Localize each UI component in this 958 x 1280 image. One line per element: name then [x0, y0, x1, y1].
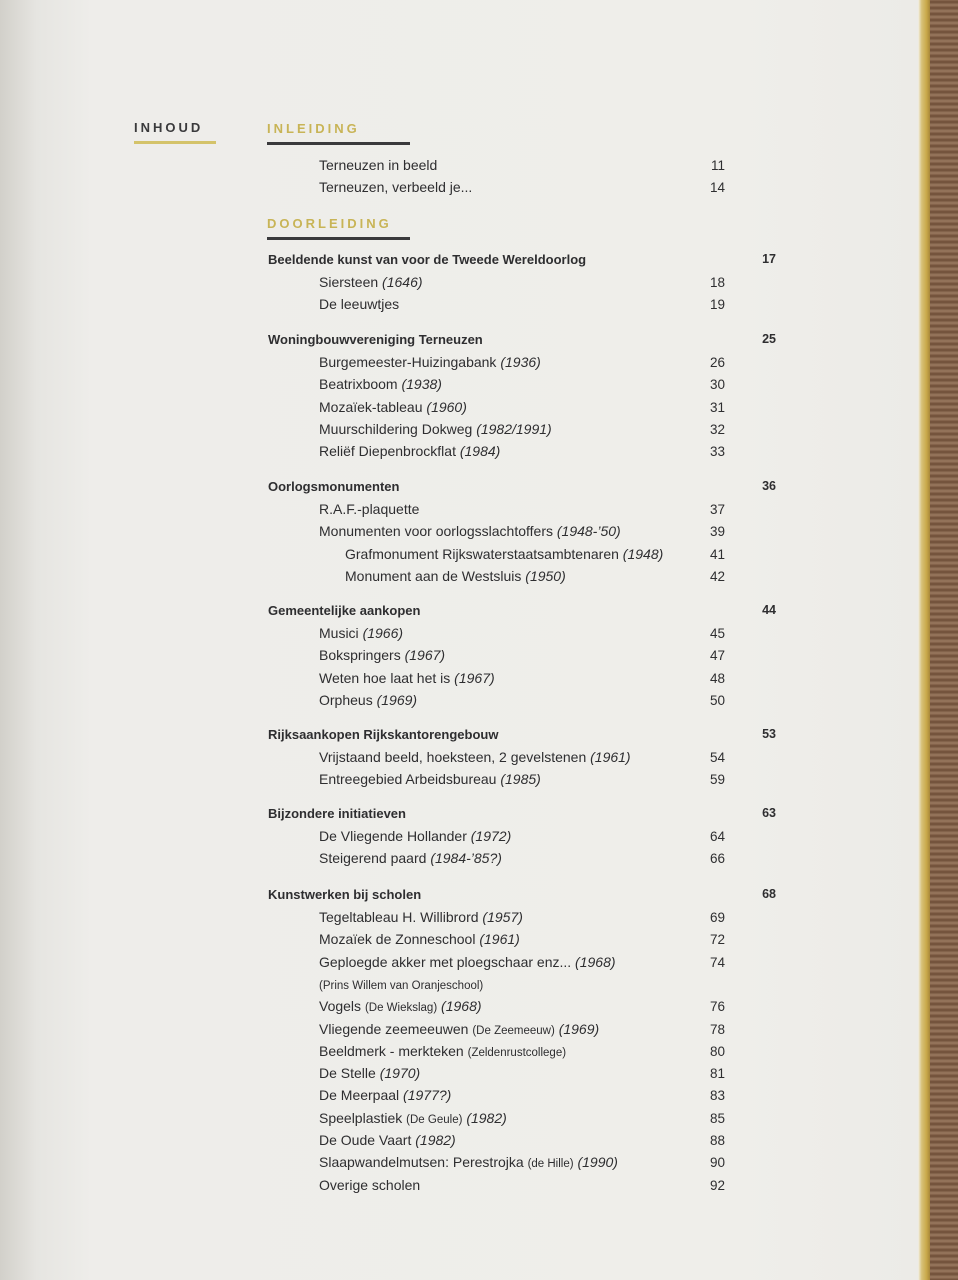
entry-year: (1968) [575, 953, 616, 970]
section-page-number: 36 [762, 479, 776, 493]
entry-page-number: 59 [709, 772, 725, 788]
entry-title: Entreegebied Arbeidsbureau [319, 771, 497, 788]
inhoud-label: INHOUD [134, 120, 204, 135]
entry-year: (1948) [622, 545, 664, 562]
entry-title: Mozaïek-tableau [319, 398, 423, 415]
entry-page-number: 42 [709, 568, 725, 584]
section-page-number: 17 [762, 252, 776, 266]
entry-page-number: 74 [709, 954, 725, 970]
toc-entry [319, 1132, 456, 1148]
doorleiding-heading [267, 216, 410, 240]
entry-title: De Meerpaal [319, 1087, 400, 1104]
entry-year: (1968) [441, 998, 482, 1015]
entry-title: Steigerend paard [319, 850, 427, 867]
section-title: Rijksaankopen Rijkskantorengebouw [268, 727, 499, 742]
entry-title: Vliegende zeemeeuwen [319, 1020, 469, 1037]
entry-page-number: 85 [709, 1110, 725, 1126]
entry-page-number: 14 [709, 180, 725, 195]
section-page-number: 68 [762, 887, 776, 901]
entry-year: (1961) [479, 931, 520, 948]
entry-title: Reliëf Diepenbrockflat [319, 443, 456, 460]
section-title: Kunstwerken bij scholen [268, 887, 422, 902]
section-title: Woningbouwvereniging Terneuzen [268, 332, 483, 347]
entry-page-number: 76 [709, 999, 725, 1015]
toc-entry [319, 1154, 618, 1170]
entry-year: (1950) [525, 567, 566, 584]
toc-entry [319, 625, 403, 641]
entry-year: (1960) [426, 398, 467, 415]
entry-year: (1967) [454, 669, 495, 686]
entry-page-number: 19 [709, 297, 725, 313]
entry-location: (De Zeemeeuw) [472, 1024, 555, 1037]
entry-page-number: 39 [709, 524, 725, 540]
entry-year: (1990) [577, 1154, 618, 1171]
entry-title: Tegeltableau H. Willibrord [319, 909, 479, 925]
entry-title: Grafmonument Rijkswaterstaatsambtenaren [345, 545, 619, 562]
entry-page-number: 64 [709, 829, 725, 844]
entry-page-number: 88 [709, 1133, 725, 1148]
entry-page-number: 81 [709, 1066, 725, 1082]
section-title: Bijzondere initiatieven [268, 806, 406, 821]
toc-entry [319, 954, 616, 970]
toc-entry [319, 376, 442, 392]
doorleiding-label: DOORLEIDING [267, 216, 392, 231]
toc-entry [319, 157, 437, 173]
toc-entry [319, 501, 419, 517]
entry-page-number: 18 [709, 275, 725, 290]
toc-entry [319, 647, 445, 663]
toc-entry [319, 1087, 451, 1103]
toc-entry [319, 850, 502, 866]
entry-year: (1984-’85?) [430, 850, 502, 867]
fabric-background [930, 0, 958, 1280]
section-page-number: 25 [762, 332, 776, 346]
entry-title: Overige scholen [319, 1176, 421, 1193]
entry-year: (1969) [558, 1020, 600, 1037]
entry-year: (1972) [470, 828, 512, 844]
entry-title: Vrijstaand beeld, hoeksteen, 2 gevelstenen [319, 749, 587, 765]
entry-page-number: 92 [709, 1177, 725, 1193]
section-heading [268, 252, 586, 267]
section-heading [268, 479, 399, 494]
toc-entry [319, 179, 472, 195]
entry-year: (1977?) [403, 1087, 452, 1104]
section-title: Gemeentelijke aankopen [268, 603, 421, 618]
gilded-page-edge [918, 0, 930, 1280]
entry-page-number: 83 [709, 1088, 725, 1104]
entry-title: Orpheus [319, 691, 373, 708]
section-heading [268, 603, 420, 618]
section-heading [268, 332, 483, 347]
entry-year: (1948-’50) [556, 523, 621, 540]
toc-entry [319, 523, 621, 539]
toc-entry [319, 421, 552, 437]
entry-page-number: 37 [709, 502, 725, 517]
entry-year: (1957) [482, 909, 523, 925]
entry-title: Burgemeester-Huizingabank [319, 354, 497, 370]
entry-year: (1961) [590, 749, 631, 765]
entry-title: Musici [319, 625, 359, 641]
toc-entry [319, 274, 423, 290]
entry-title: Terneuzen, verbeeld je... [319, 179, 473, 195]
entry-title: Mozaïek de Zonneschool [319, 931, 476, 948]
entry-page-number: 54 [709, 750, 725, 765]
toc-entry [319, 296, 399, 312]
section-heading [268, 806, 406, 821]
entry-location: (De Geule) [406, 1113, 463, 1126]
entry-page-number: 90 [709, 1155, 725, 1171]
entry-title: Speelplastiek [319, 1109, 403, 1126]
entry-title: Bokspringers [319, 647, 401, 664]
entry-year: (1970) [379, 1065, 421, 1082]
toc-entry [319, 771, 541, 787]
entry-page-number: 33 [709, 444, 725, 460]
toc-entry [319, 1021, 599, 1037]
inleiding-heading [267, 121, 410, 145]
entry-title: Terneuzen in beeld [319, 157, 438, 173]
entry-title: Beeldmerk - merkteken [319, 1042, 464, 1059]
entry-page-number: 72 [709, 932, 725, 948]
entry-title: Beatrixboom [319, 376, 398, 393]
section-page-number: 44 [762, 603, 776, 617]
toc-entry [319, 828, 511, 844]
toc-entry [319, 976, 483, 992]
entry-page-number: 41 [709, 546, 725, 562]
entry-page-number: 31 [709, 399, 725, 415]
entry-location: (de Hille) [527, 1158, 574, 1171]
entry-title: Weten hoe laat het is [319, 669, 451, 686]
toc-entry [319, 1177, 420, 1193]
inleiding-label: INLEIDING [267, 121, 360, 136]
toc-entry [319, 749, 631, 765]
entry-title: R.A.F.-plaquette [319, 501, 420, 517]
section-page-number: 53 [762, 727, 776, 741]
entry-year: (1646) [382, 274, 423, 290]
entry-title: Vogels [319, 998, 362, 1015]
toc-entry [319, 692, 417, 708]
entry-page-number: 66 [709, 851, 725, 867]
entry-page-number: 26 [709, 355, 725, 370]
entry-page-number: 78 [709, 1021, 725, 1037]
toc-entry [319, 1110, 507, 1126]
entry-year: (1967) [404, 647, 446, 664]
toc-entry [319, 443, 500, 459]
entry-title: De Oude Vaart [319, 1132, 412, 1148]
entry-year: (1982) [466, 1109, 507, 1126]
entry-year: (1982) [415, 1132, 456, 1148]
entry-location: (Zeldenrustcollege) [467, 1046, 567, 1059]
entry-title: Muurschildering Dokweg [319, 420, 473, 437]
toc-entry [319, 354, 541, 370]
entry-title: Monument aan de Westsluis [345, 567, 522, 584]
entry-year: (1938) [401, 376, 442, 393]
inleiding-underline [267, 142, 410, 145]
section-heading [268, 727, 498, 742]
toc-entry [345, 546, 663, 562]
inhoud-underline [134, 141, 216, 144]
entry-year: (1966) [362, 625, 404, 641]
entry-year: (1936) [500, 354, 541, 370]
entry-title: De Vliegende Hollander [319, 828, 467, 844]
toc-entry [319, 909, 523, 925]
toc-entry [319, 399, 467, 415]
toc-entry [319, 1043, 566, 1059]
toc-entry [319, 670, 495, 686]
entry-page-number: 48 [709, 670, 725, 686]
entry-page-number: 30 [709, 377, 725, 393]
entry-title: Siersteen [319, 274, 379, 290]
section-heading [268, 887, 421, 902]
section-page-number: 63 [762, 806, 776, 820]
toc-entry [319, 998, 482, 1014]
entry-page-number: 80 [709, 1043, 725, 1059]
entry-page-number: 32 [709, 421, 725, 437]
entry-year: (1982/1991) [476, 420, 552, 437]
doorleiding-underline [267, 237, 410, 240]
section-title: Oorlogsmonumenten [268, 479, 400, 494]
entry-title: De leeuwtjes [319, 296, 400, 313]
entry-location: (De Wiekslag) [364, 1002, 438, 1015]
toc-entry [345, 568, 566, 584]
entry-year: (1984) [459, 443, 501, 460]
inhoud-heading [134, 120, 216, 144]
entry-page-number: 45 [709, 626, 725, 641]
entry-year: (1985) [500, 771, 541, 788]
entry-title: De Stelle [319, 1065, 376, 1082]
entry-page-number: 47 [709, 648, 725, 664]
entry-page-number: 50 [709, 692, 725, 708]
entry-title: Slaapwandelmutsen: Perestrojka [319, 1154, 524, 1171]
toc-entry [319, 931, 520, 947]
entry-page-number: 69 [709, 910, 725, 925]
entry-location: (Prins Willem van Oranjeschool) [319, 979, 484, 992]
section-title: Beeldende kunst van voor de Tweede Wereldoorlog [268, 252, 587, 267]
entry-title: Geploegde akker met ploegschaar enz... [319, 953, 572, 970]
toc-entry [319, 1065, 420, 1081]
entry-page-number: 11 [710, 158, 725, 173]
entry-title: Monumenten voor oorlogsslachtoffers [319, 523, 553, 540]
entry-year: (1969) [376, 691, 418, 708]
